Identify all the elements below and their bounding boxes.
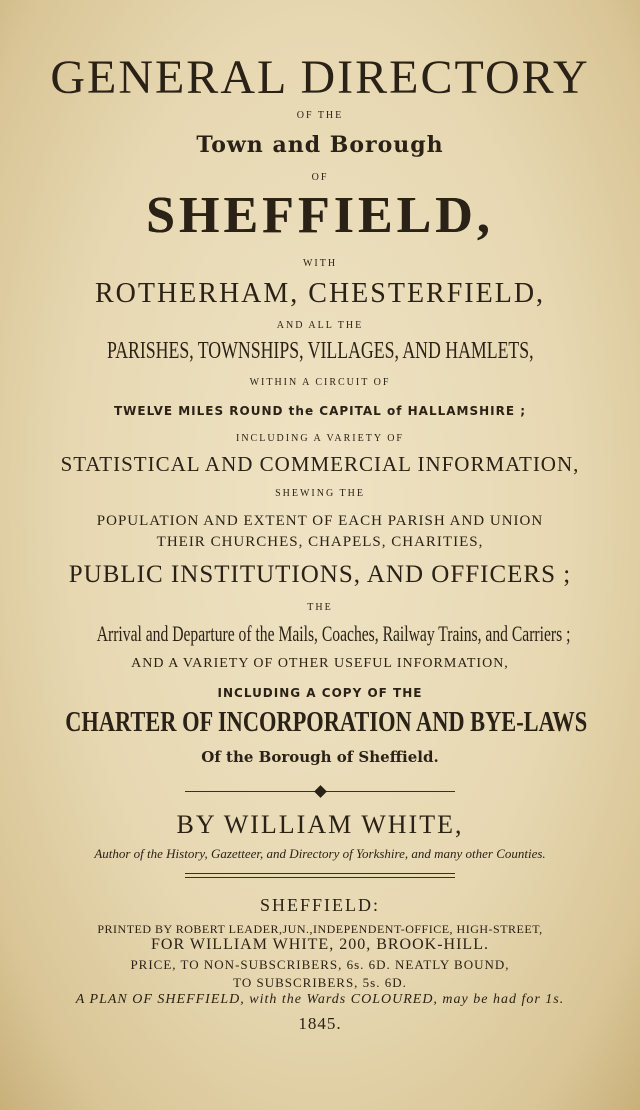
charter-text: CHARTER OF INCORPORATION AND BYE-LAWS: [65, 707, 588, 738]
publisher-line: FOR WILLIAM WHITE, 200, BROOK-HILL.: [151, 936, 489, 953]
with-label: WITH: [302, 258, 338, 269]
main-title: GENERAL DIRECTORY: [50, 51, 590, 104]
plan-note: A PLAN OF SHEFFIELD, with the Wards COLOURED, may be had for 1s.: [75, 992, 565, 1007]
twelve-miles-line: TWELVE MILES ROUND the CAPITAL of HALLAMSHIRE ;: [113, 404, 527, 418]
sheffield-heading: SHEFFIELD,: [146, 187, 494, 244]
churches-line: THEIR CHURCHES, CHAPELS, CHARITIES,: [156, 534, 484, 550]
double-rule: [185, 873, 455, 878]
of-the-label: OF THE: [296, 110, 344, 121]
shewing-label: SHEWING THE: [275, 488, 365, 499]
and-all-the-label: AND ALL THE: [276, 320, 364, 331]
author-heading: BY WILLIAM WHITE,: [176, 810, 464, 839]
imprint-city: SHEFFIELD:: [259, 895, 380, 915]
including-variety-label: INCLUDING A VARIETY OF: [236, 433, 404, 444]
arrival-line: [0, 621, 640, 647]
price-nonsubscribers: PRICE, TO NON-SUBSCRIBERS, 6s. 6D. NEATLY BOUND,: [130, 957, 510, 972]
rotherham-heading: ROTHERHAM, CHESTERFIELD,: [94, 278, 546, 309]
statistical-line: STATISTICAL AND COMMERCIAL INFORMATION,: [60, 452, 580, 476]
charter-line: [0, 707, 640, 739]
of-label: OF: [311, 172, 329, 183]
arrival-text: Arrival and Departure of the Mails, Coaches, Railway Trains, and Carriers ;: [96, 621, 571, 646]
publication-year: 1845.: [298, 1014, 342, 1033]
public-line: PUBLIC INSTITUTIONS, AND OFFICERS ;: [68, 561, 572, 588]
within-label: WITHIN A CIRCUIT OF: [249, 377, 391, 388]
of-borough-line: Of the Borough of Sheffield.: [201, 748, 439, 766]
the-label: THE: [307, 602, 333, 613]
ornament-diamond: [314, 785, 327, 798]
variety-other-line: AND A VARIETY OF OTHER USEFUL INFORMATION,: [131, 656, 509, 671]
population-line: POPULATION AND EXTENT OF EACH PARISH AND UNION: [96, 513, 544, 529]
parishes-line: [0, 338, 640, 365]
including-copy-line: INCLUDING A COPY OF THE: [217, 686, 423, 700]
printer-line: PRINTED BY ROBERT LEADER,JUN.,INDEPENDENT-OFFICE, HIGH-STREET,: [97, 922, 543, 936]
author-credentials: Author of the History, Gazetteer, and Directory of Yorkshire, and many other Counties.: [94, 846, 546, 861]
town-borough-label: Town and Borough: [196, 132, 444, 158]
price-subscribers: TO SUBSCRIBERS, 5s. 6D.: [233, 975, 407, 990]
parishes-text: PARISHES, TOWNSHIPS, VILLAGES, AND HAMLETS,: [106, 338, 534, 364]
